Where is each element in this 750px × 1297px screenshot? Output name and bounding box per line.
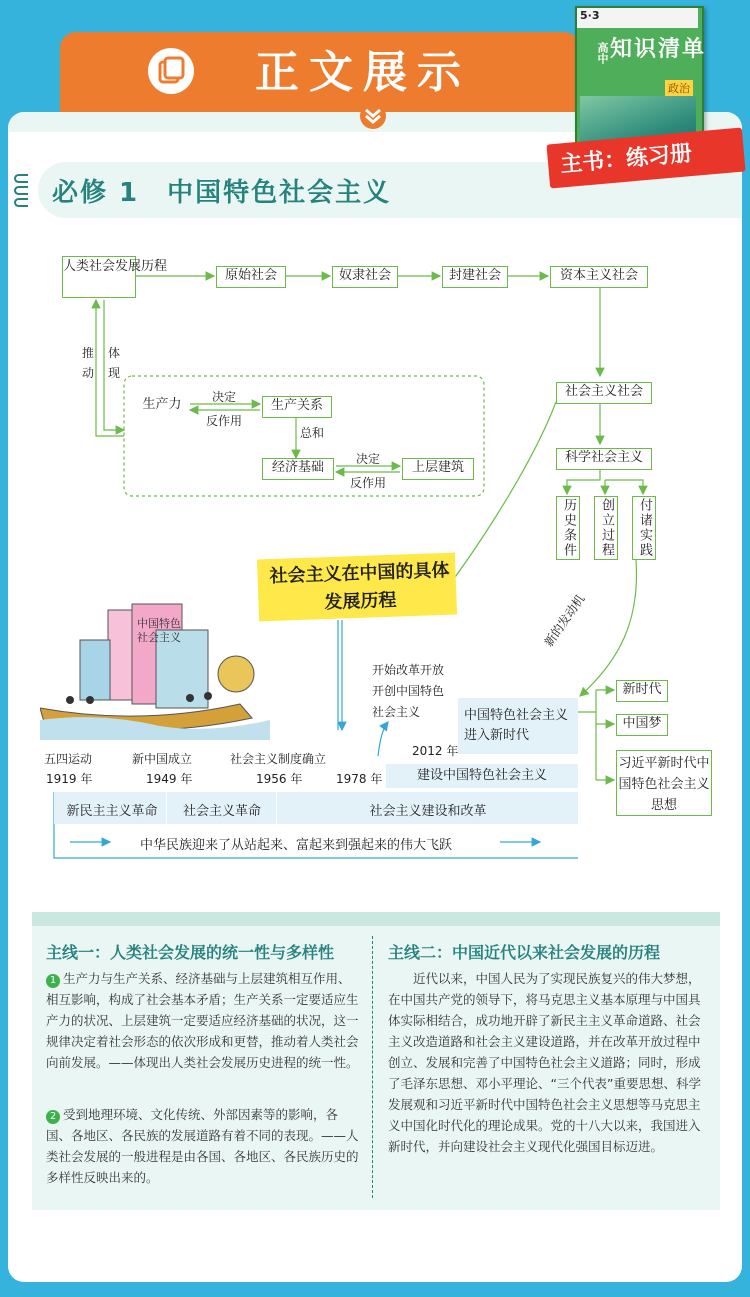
phase-label: 社会主义革命 (182, 804, 261, 819)
left-note-p1 (46, 968, 360, 1073)
socialism-box: 社会主义社会 (556, 382, 652, 404)
stage-box: 原始社会 (216, 266, 286, 288)
section-title: 必修 1 中国特色社会主义 (52, 178, 392, 208)
yellow-title: 社会主义在中国的具体发展历程 (269, 559, 450, 614)
side-label: 推 (82, 346, 95, 360)
timeline-year: 1956 年 (256, 772, 303, 786)
decide-label: 决定 (356, 452, 381, 466)
new-era-box: 中国特色社会主义进入新时代 (458, 698, 578, 754)
left-note-p2-text: 受到地理环境、文化传统、外部因素等的影响，各国、各地区、各民族的发展道路有着不同的表现。——人类社会发展的一般进程是由各国、各地区、各民族历史的多样性反映出来的。 (46, 1107, 359, 1185)
left-note-p2 (46, 1104, 360, 1188)
phase-label: 新民主主义革命 (66, 804, 158, 819)
base-box: 经济基础 (262, 458, 334, 480)
timeline-year: 1919 年 (46, 772, 93, 786)
timeline-event: 五四运动 (44, 752, 93, 766)
left-note-p1-text: 生产力与生产关系、经济基础与上层建筑相互作用、相互影响，构成了社会基本矛盾；生产关系一定要适应生产力的状况、上层建筑一定要适应经济基础的状况，这一规律决定着社会形态的依次形成和更替，推动着人类社会向前发展。——体现出人类社会发展历史进程的统一性。 (46, 971, 359, 1070)
scientific-socialism-box: 科学社会主义 (556, 448, 652, 470)
vertical-box: 付诸实践 (632, 496, 656, 560)
ribbon-text: 主书：练习册 (559, 141, 694, 178)
left-note-title: 主线一：人类社会发展的统一性与多样性 (46, 943, 335, 962)
timeline-year: 1949 年 (146, 772, 193, 786)
sum-label: 总和 (300, 426, 325, 440)
book-stack-label: 中国特色社会主义 (137, 617, 181, 644)
timeline-event: 新中国成立 (132, 752, 193, 766)
book-gaozhong: 高中 (596, 42, 609, 64)
relations-box: 生产关系 (262, 396, 332, 418)
stage-box: 资本主义社会 (550, 266, 648, 288)
leap-text: 中华民族迎来了从站起来、富起来到强起来的伟大飞跃 (140, 838, 453, 853)
vertical-box: 历史条件 (556, 496, 580, 560)
productivity-label: 生产力 (136, 396, 188, 416)
notes-divider (372, 936, 373, 1198)
superstructure-box: 上层建筑 (402, 458, 474, 480)
book-title: 知识清单 (610, 37, 707, 62)
timeline-event: 社会主义制度确立 (230, 752, 327, 766)
branch-box: 中国梦 (616, 714, 668, 736)
phase-label: 社会主义建设和改革 (369, 804, 487, 819)
right-note-p: 近代以来，中国人民为了实现民族复兴的伟大梦想，在中国共产党的领导下，将马克思主义基本原理与中国具体实际相结合，成功地开辟了新民主主义革命道路、社会主义改造道路和社会主义建设道路，并在改革开放过程中创立、发展和完善了中国特色社会主义道路；同时，形成了毛泽东思想、邓小平理论、“三个代表”重要思想、科学发展观和习近平新时代中国特色社会主义思想等马克思主义中国化时代化的理论成果。党的十八大以来，我国进入新时代，并向建设社会主义现代化强国目标迈进。 (388, 971, 701, 1154)
build-bar: 建设中国特色社会主义 (386, 764, 578, 788)
side-label: 动 (82, 366, 95, 380)
branch-box: 新时代 (616, 680, 668, 702)
branch-box: 习近平新时代中国特色社会主义思想 (616, 750, 712, 816)
book-subject-badge: 政治 (665, 80, 693, 96)
year-2012: 2012 年 (412, 744, 459, 758)
stage-box: 封建社会 (442, 266, 508, 288)
book-logo: 5·3 (580, 9, 600, 22)
timeline-year: 1978 年 (336, 772, 383, 786)
side-label: 现 (108, 366, 121, 380)
root-box: 人类社会发展历程 (62, 256, 136, 298)
decide-label: 决定 (212, 390, 237, 404)
new-engine-label: 新的发动机 (541, 591, 588, 650)
number-badge: 2 (46, 1110, 60, 1124)
right-note-title: 主线二：中国近代以来社会发展的历程 (388, 943, 661, 962)
react-label: 反作用 (206, 414, 243, 428)
phase-divider (166, 792, 167, 824)
stage-box: 奴隶社会 (332, 266, 398, 288)
banner-title: 正文展示 (255, 47, 471, 98)
vertical-box: 创立过程 (594, 496, 618, 560)
phase-divider (276, 792, 277, 824)
reform-note: 开始改革开放开创中国特色社会主义 (372, 663, 445, 719)
number-badge: 1 (46, 974, 60, 988)
side-label: 体 (108, 346, 121, 360)
react-label: 反作用 (350, 476, 387, 490)
